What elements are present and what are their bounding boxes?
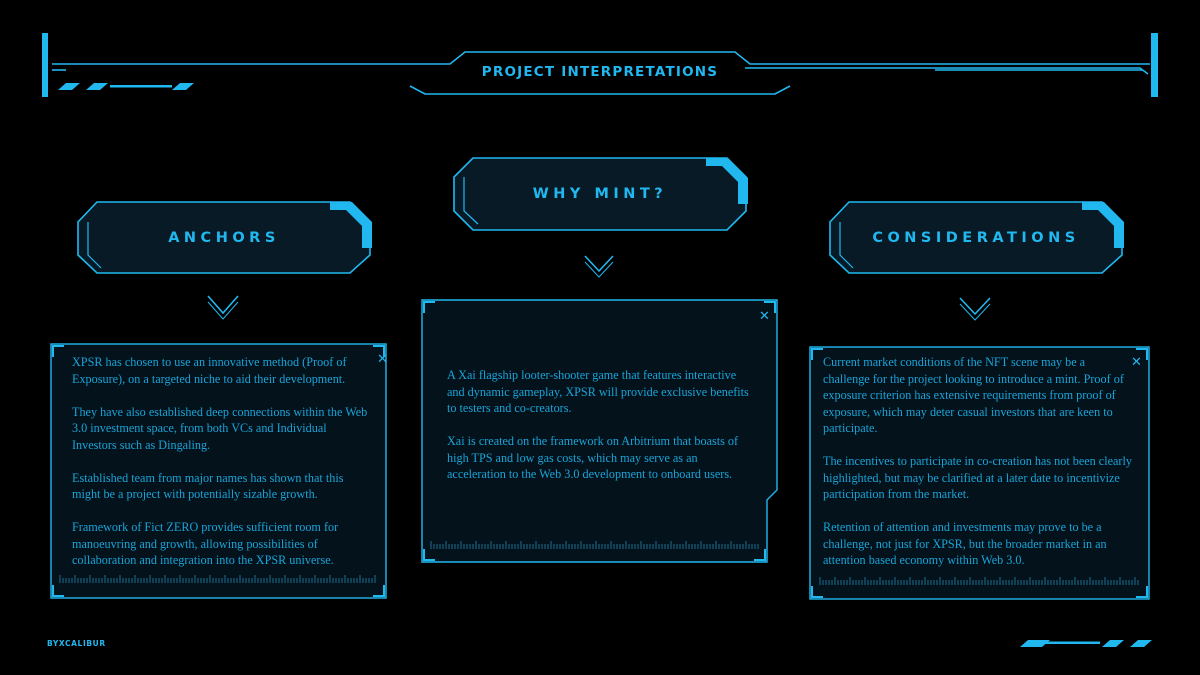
paragraph: A Xai flagship looter-shooter game that features interactive and dynamic gameplay, XPSR will provide exclusive benefits to testers and co-creators. [447,368,749,415]
close-icon[interactable]: ✕ [759,309,770,324]
chevron-down-icon [958,296,992,324]
close-icon[interactable]: ✕ [377,352,388,367]
paragraph: The incentives to participate in co-creation has not been clearly highlighted, but may be clarified at a later date to incentivize participation from the market. [823,454,1132,501]
paragraph: Established team from major names has shown that this might be a project with potentially sizable growth. [72,470,344,501]
paragraph: They have also established deep connections within the Web 3.0 investment space, from both VCs and Individual Investors such as Dingaling. [72,404,368,452]
paragraph: XPSR has chosen to use an innovative method (Proof of Exposure), on a targeted niche to aid their development. [72,355,347,386]
heading-anchors: ANCHORS [168,230,280,246]
chevron-down-icon [206,294,240,322]
why-mint-panel [447,367,752,499]
paragraph: Xai is created on the framework on Arbitrium that boasts of high TPS and low gas costs, which may serve as an acceleration to the Web 3.0 development to onboard users. [447,434,739,481]
chevron-down-icon [583,254,615,280]
heading-why-mint: WHY MINT? [532,186,668,202]
page-title: PROJECT INTERPRETATIONS [481,64,719,80]
paragraph: Framework of Fict ZERO provides sufficient room for manoeuvring and growth, allowing possibilities of collaboration and integration into the XPSR universe. [72,520,339,567]
considerations-panel [823,354,1133,585]
paragraph: Retention of attention and investments may prove to be a challenge, not just for XPSR, but the broader market in an attention based economy within Web 3.0. [823,520,1107,567]
brand-footer: BYXCALIBUR [47,639,106,648]
close-icon[interactable]: ✕ [1131,355,1142,370]
paragraph: Current market conditions of the NFT scene may be a challenge for the project looking to introduce a mint. Proof of exposure criterion has extensive requirements from proof of exposure, which may deter casual investors that are keen to participate. [823,355,1124,435]
heading-considerations: CONSIDERATIONS [872,230,1080,246]
anchors-panel [72,354,372,585]
